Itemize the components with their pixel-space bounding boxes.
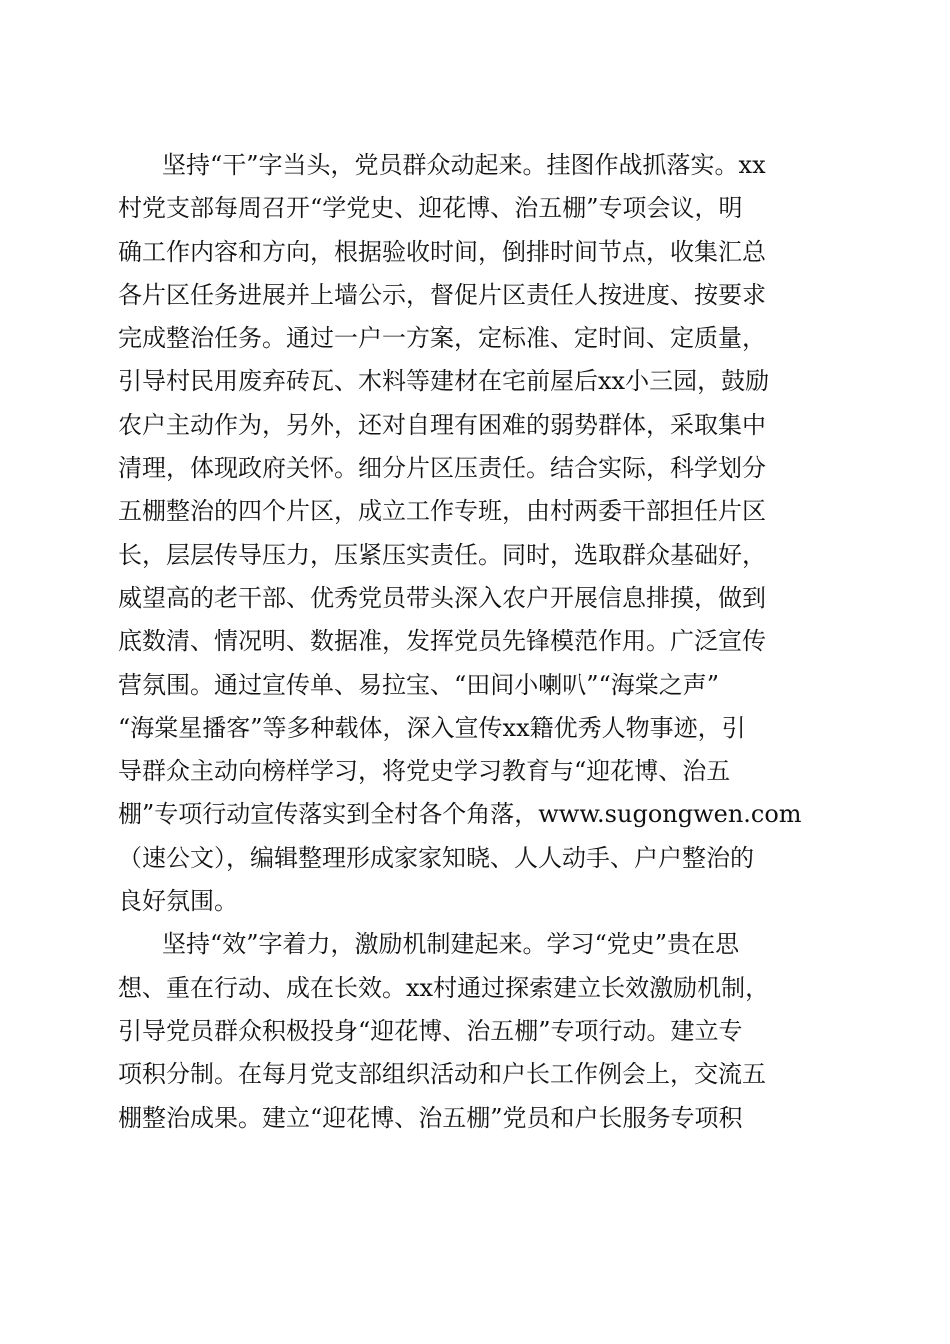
text-line: 想、重在行动、成在长效。xx村通过探索建立长效激励机制，: [118, 973, 770, 1002]
paragraph-2: [118, 923, 838, 1139]
text-line: 坚持“干”字当头，党员群众动起来。挂图作战抓落实。xx: [162, 151, 766, 179]
text-line: 引导村民用废弃砖瓦、木料等建材在宅前屋后xx小三园，鼓励: [118, 367, 770, 396]
text-line: 营氛围。通过宣传单、易拉宝、“田间小喇叭”“海棠之声”: [118, 670, 720, 699]
text-line: 良好氛围。: [118, 887, 238, 916]
text-line: 农户主动作为，另外，还对自理有困难的弱势群体，采取集中: [118, 410, 766, 439]
text-line: “海棠星播客”等多种载体，深入宣传xx籍优秀人物事迹，引: [118, 713, 746, 742]
document-body: [118, 144, 838, 1140]
text-line: 底数清、情况明、数据准，发挥党员先锋模范作用。广泛宣传: [118, 627, 766, 656]
text-line: 各片区任务进展并上墙公示，督促片区责任人按进度、按要求: [118, 280, 766, 309]
text-line: 项积分制。在每月党支部组织活动和户长工作例会上，交流五: [118, 1060, 766, 1089]
text-line: 坚持“效”字着力，激励机制建起来。学习“党史”贵在思: [162, 930, 740, 959]
text-line: 确工作内容和方向，根据验收时间，倒排时间节点，收集汇总: [118, 237, 766, 266]
paragraph-1: [118, 144, 838, 923]
text-line: 村党支部每周召开“学党史、迎花博、治五棚”专项会议，明: [118, 194, 743, 223]
text-line: 导群众主动向榜样学习，将党史学习教育与“迎花博、治五: [118, 757, 731, 786]
text-line: 威望高的老干部、优秀党员带头深入农户开展信息排摸，做到: [118, 583, 766, 612]
text-line: 引导党员群众积极投身“迎花博、治五棚”专项行动。建立专: [118, 1016, 743, 1045]
text-line: 五棚整治的四个片区，成立工作专班，由村两委干部担任片区: [118, 497, 766, 526]
text-line: （速公文），编辑整理形成家家知晓、人人动手、户户整治的: [118, 843, 754, 872]
text-line: 清理，体现政府关怀。细分片区压责任。结合实际，科学划分: [118, 454, 766, 483]
text-line: 棚整治成果。建立“迎花博、治五棚”党员和户长服务专项积: [118, 1103, 743, 1132]
text-line: 长，层层传导压力，压紧压实责任。同时，选取群众基础好，: [118, 540, 766, 569]
text-line: 棚”专项行动宣传落实到全村各个角落，www.sugongwen.com: [118, 800, 802, 829]
text-line: 完成整治任务。通过一户一方案，定标准、定时间、定质量，: [118, 324, 766, 353]
